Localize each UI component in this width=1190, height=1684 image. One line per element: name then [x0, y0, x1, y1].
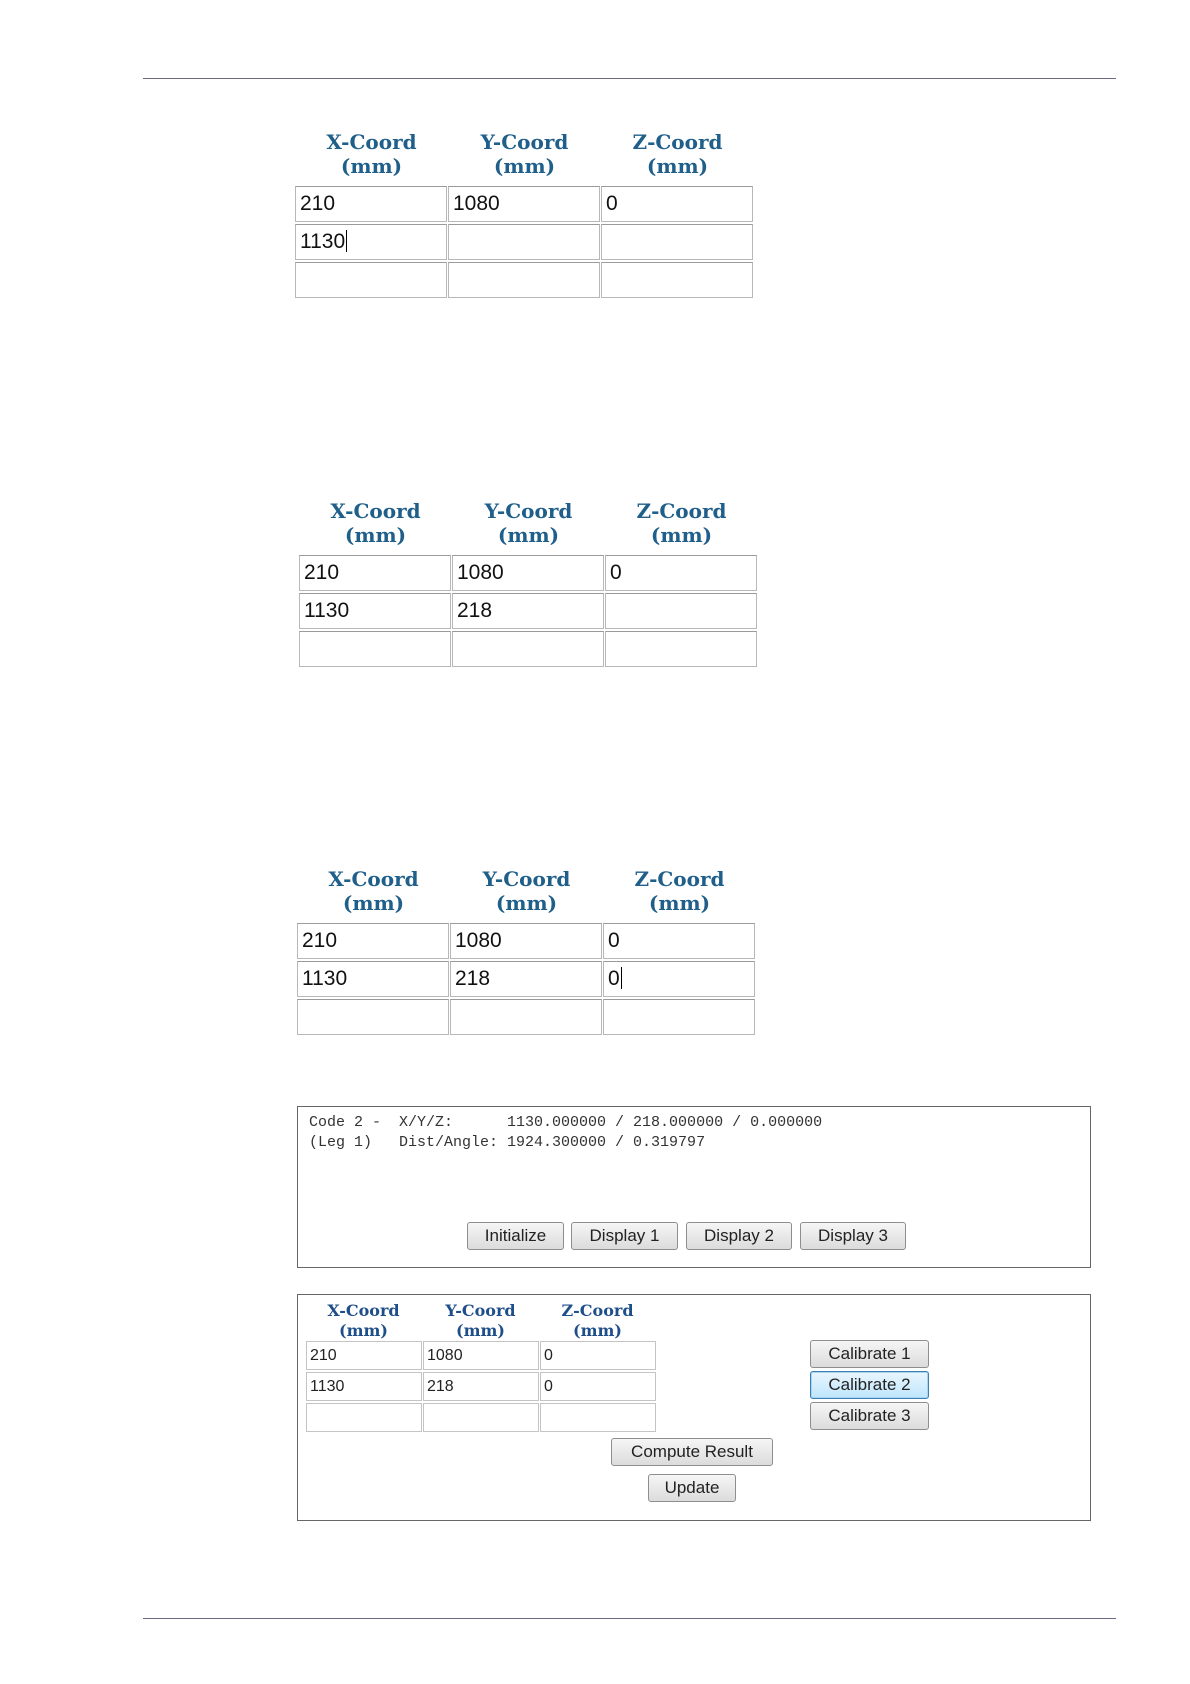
table-row	[306, 1372, 657, 1401]
y-coord-input[interactable]: 1080	[452, 555, 604, 591]
text-caret	[621, 967, 622, 989]
table-row	[306, 1341, 657, 1370]
table-row	[295, 186, 755, 224]
x-coord-input[interactable]: 210	[299, 555, 451, 591]
x-coord-input-active[interactable]: 1130	[295, 224, 447, 260]
x-coord-input[interactable]	[297, 999, 449, 1035]
table-row	[297, 923, 757, 961]
calibration-panel	[297, 1294, 1091, 1521]
z-coord-header: Z-Coord (mm)	[561, 1301, 634, 1340]
x-coord-header: X-Coord (mm)	[326, 130, 417, 178]
console-panel	[297, 1106, 1091, 1268]
calibrate-1-button[interactable]: Calibrate 1	[810, 1340, 929, 1368]
coord-table-header	[299, 499, 759, 555]
display-1-button[interactable]: Display 1	[571, 1222, 678, 1250]
y-coord-input[interactable]: 218	[450, 961, 602, 997]
y-coord-input[interactable]	[452, 631, 604, 667]
initialize-button[interactable]: Initialize	[467, 1222, 564, 1250]
page-footer-rule	[143, 1618, 1116, 1619]
z-coord-input[interactable]	[605, 631, 757, 667]
coord-table-header	[295, 130, 755, 186]
y-coord-input[interactable]: 1080	[450, 923, 602, 959]
z-coord-input[interactable]	[603, 999, 755, 1035]
calibrate-2-button[interactable]: Calibrate 2	[810, 1371, 929, 1399]
x-coord-input[interactable]: 1130	[299, 593, 451, 629]
x-coord-input[interactable]: 210	[297, 923, 449, 959]
z-coord-input[interactable]	[601, 262, 753, 298]
z-coord-header: Z-Coord (mm)	[636, 499, 727, 547]
y-coord-header: Y-Coord (mm)	[484, 499, 573, 547]
y-coord-header: Y-Coord (mm)	[482, 867, 571, 915]
display-2-button[interactable]: Display 2	[686, 1222, 792, 1250]
console-line: (Leg 1) Dist/Angle: 1924.300000 / 0.319797	[309, 1134, 706, 1151]
y-coord-input[interactable]: 218	[452, 593, 604, 629]
z-coord-input-active[interactable]: 0	[603, 961, 755, 997]
z-coord-input[interactable]: 0	[603, 923, 755, 959]
coord-table-step3	[297, 867, 757, 1037]
x-coord-input[interactable]	[295, 262, 447, 298]
console-output	[309, 1113, 822, 1153]
table-row	[299, 593, 759, 631]
table-row	[295, 262, 755, 300]
coord-table-step1	[295, 130, 755, 300]
y-coord-input[interactable]	[448, 262, 600, 298]
page-header-rule	[143, 78, 1116, 79]
y-coord-header: Y-Coord (mm)	[445, 1301, 516, 1340]
y-coord-input[interactable]	[448, 224, 600, 260]
coord-table-step2	[299, 499, 759, 669]
z-coord-input[interactable]: 0	[540, 1372, 656, 1401]
table-row	[306, 1403, 657, 1432]
x-coord-header: X-Coord (mm)	[327, 1301, 400, 1340]
update-button[interactable]: Update	[648, 1474, 736, 1502]
x-coord-header: X-Coord (mm)	[328, 867, 419, 915]
z-coord-input[interactable]: 0	[601, 186, 753, 222]
y-coord-input[interactable]: 1080	[423, 1341, 539, 1370]
calibration-table-header	[305, 1301, 656, 1341]
z-coord-input[interactable]: 0	[605, 555, 757, 591]
x-coord-input[interactable]	[299, 631, 451, 667]
display-3-button[interactable]: Display 3	[800, 1222, 906, 1250]
y-coord-input[interactable]: 1080	[448, 186, 600, 222]
coord-table-header	[297, 867, 757, 923]
y-coord-input[interactable]	[423, 1403, 539, 1432]
table-row	[297, 961, 757, 999]
text-caret	[346, 230, 347, 252]
console-line: Code 2 - X/Y/Z: 1130.000000 / 218.000000 / 0.000000	[309, 1114, 823, 1131]
z-coord-header: Z-Coord (mm)	[632, 130, 723, 178]
table-row	[299, 631, 759, 669]
z-coord-input[interactable]: 0	[540, 1341, 656, 1370]
table-row	[297, 999, 757, 1037]
x-coord-header: X-Coord (mm)	[330, 499, 421, 547]
x-coord-input[interactable]: 1130	[297, 961, 449, 997]
z-coord-input[interactable]	[605, 593, 757, 629]
table-row	[295, 224, 755, 262]
table-row	[299, 555, 759, 593]
x-coord-input[interactable]	[306, 1403, 422, 1432]
calibrate-3-button[interactable]: Calibrate 3	[810, 1402, 929, 1430]
x-coord-input[interactable]: 210	[295, 186, 447, 222]
z-coord-input[interactable]	[540, 1403, 656, 1432]
y-coord-header: Y-Coord (mm)	[480, 130, 569, 178]
compute-result-button[interactable]: Compute Result	[611, 1438, 773, 1466]
x-coord-input[interactable]: 210	[306, 1341, 422, 1370]
y-coord-input[interactable]: 218	[423, 1372, 539, 1401]
z-coord-input[interactable]	[601, 224, 753, 260]
z-coord-header: Z-Coord (mm)	[634, 867, 725, 915]
x-coord-input[interactable]: 1130	[306, 1372, 422, 1401]
y-coord-input[interactable]	[450, 999, 602, 1035]
